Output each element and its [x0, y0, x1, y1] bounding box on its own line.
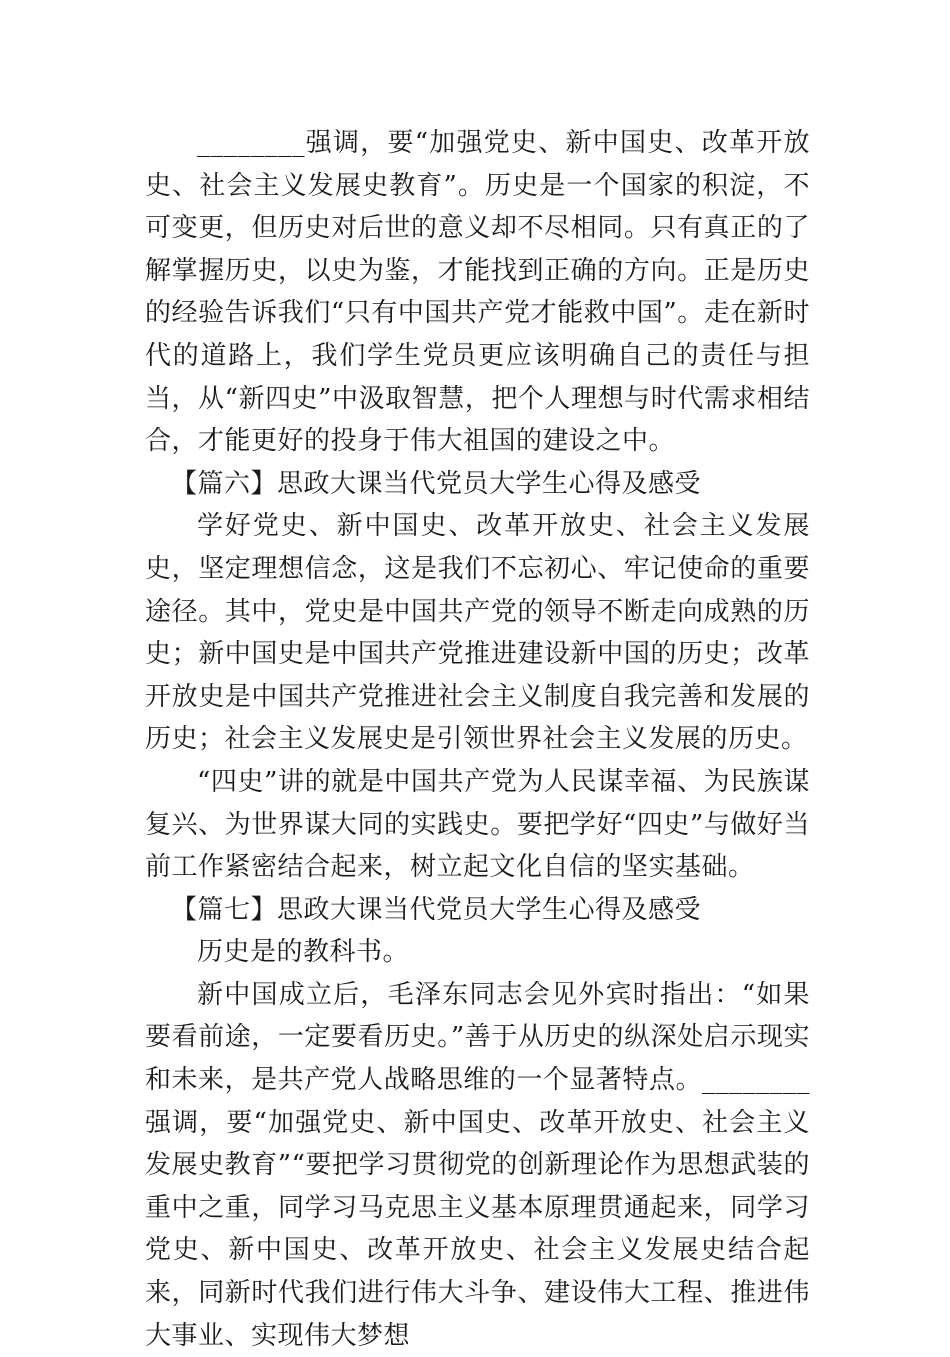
section-heading-seven: 【篇七】思政大课当代党员大学生心得及感受	[171, 894, 702, 925]
section-heading-six: 【篇六】思政大课当代党员大学生心得及感受	[171, 468, 702, 499]
paragraph-textbook: 历史是的教科书。	[197, 937, 410, 968]
paragraph-four-histories: 学好党史、新中国史、改革开放史、社会主义发展史，坚定理想信念，这是我们不忘初心、牢记使命的重要途径。其中，党史是中国共产党的领导不断走向成熟的历史；新中国史是中国共产党推进建设新中国的历史；改革开放史是中国共产党推进社会主义制度自我完善和发展的历史；社会主义发展史是引领世界社会主义发展的历史。	[145, 511, 810, 755]
paragraph-mao-quote: 新中国成立后，毛泽东同志会见外宾时指出：“如果要看前途，一定要看历史。”善于从历史的纵深处启示现实和未来，是共产党人战略思维的一个显著特点。________强调，要“加强党史、新中国史、改革开放史、社会主义发展史教育”“要把学习贯彻党的创新理论作为思想武装的重中之重，同学习马克思主义基本原理贯通起来，同学习党史、新中国史、改革开放史、社会主义发展史结合起来，同新时代我们进行伟大斗争、建设伟大工程、推进伟大事业、实现伟大梦想	[145, 979, 810, 1351]
document-page	[145, 122, 810, 1357]
paragraph-practice-history: “四史”讲的就是中国共产党为人民谋幸福、为民族谋复兴、为世界谋大同的实践史。要把学好“四史”与做好当前工作紧密结合起来，树立起文化自信的坚实基础。	[145, 766, 810, 883]
paragraph-intro: ________强调，要“加强党史、新中国史、改革开放史、社会主义发展史教育”。历史是一个国家的积淀，不可变更，但历史对后世的意义却不尽相同。只有真正的了解掌握历史，以史为鉴，才能找到正确的方向。正是历史的经验告诉我们“只有中国共产党才能救中国”。走在新时代的道路上，我们学生党员更应该明确自己的责任与担当，从“新四史”中汲取智慧，把个人理想与时代需求相结合，才能更好的投身于伟大祖国的建设之中。	[145, 128, 810, 457]
